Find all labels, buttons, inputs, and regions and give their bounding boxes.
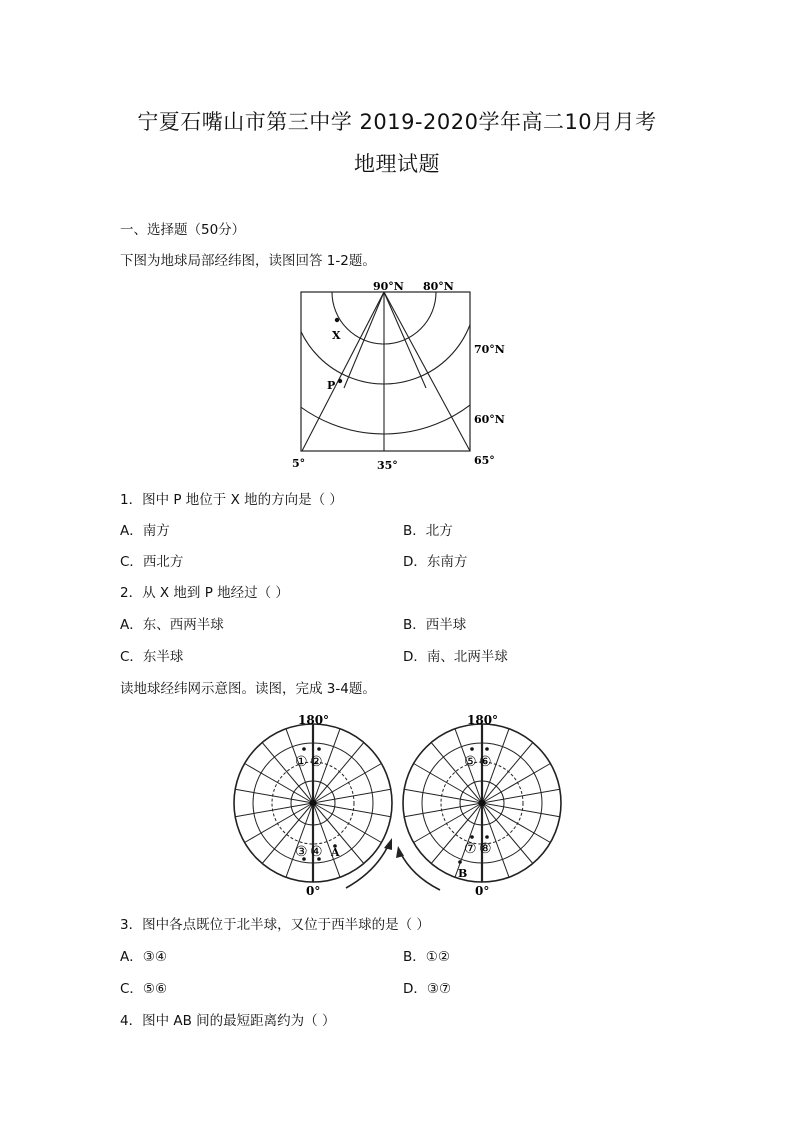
- lat-80-label: 80°N: [423, 280, 454, 293]
- point-b-label: B: [458, 867, 468, 880]
- lon-35-label: 35°: [377, 459, 398, 472]
- q3-option-d: D．③⑦: [403, 981, 452, 997]
- q2-stem: 2．从 X 地到 P 地经过（ ）: [120, 585, 289, 601]
- marker-4: ④: [310, 844, 323, 860]
- q1-stem: 1．图中 P 地位于 X 地的方向是（ ）: [120, 492, 343, 508]
- left-bottom-0-label: 0°: [306, 884, 321, 898]
- q2-option-a: A．东、西两半球: [120, 617, 224, 633]
- point-x-label: X: [332, 329, 341, 342]
- right-polar-map: [403, 724, 561, 882]
- marker-6: ⑥: [479, 754, 492, 770]
- marker-5: ⑤: [464, 754, 477, 770]
- rotation-arrow-left: [346, 846, 388, 888]
- polar-graticule-figure: [230, 706, 570, 902]
- point-p-label: P: [327, 379, 336, 392]
- q3-stem: 3．图中各点既位于北半球，又位于西半球的是（ ）: [120, 917, 430, 933]
- q2-option-b: B．西半球: [403, 617, 467, 633]
- marker-3: ③: [295, 844, 308, 860]
- intro-q1-2: 下图为地球局部经纬图，读图回答 1-2题。: [120, 253, 376, 269]
- lat-60-label: 60°N: [474, 413, 505, 426]
- exam-title: 宁夏石嘴山市第三中学 2019-2020学年高二10月月考: [137, 110, 657, 134]
- q3-option-c: C．⑤⑥: [120, 981, 168, 997]
- lat-90-label: 90°N: [373, 280, 404, 293]
- q2-option-c: C．东半球: [120, 649, 184, 665]
- q1-option-d: D．东南方: [403, 554, 468, 570]
- q1-option-b: B．北方: [403, 523, 453, 539]
- lon-65-label: 65°: [474, 454, 495, 467]
- marker-8: ⑧: [479, 841, 492, 857]
- q3-option-b: B．①②: [403, 949, 450, 965]
- exam-subtitle: 地理试题: [354, 152, 440, 176]
- q3-option-a: A．③④: [120, 949, 167, 965]
- q4-stem: 4．图中 AB 间的最短距离约为（ ）: [120, 1013, 336, 1029]
- section-heading: 一、选择题（50分）: [120, 222, 246, 238]
- marker-2: ②: [310, 754, 323, 770]
- marker-7: ⑦: [464, 841, 477, 857]
- intro-q3-4: 读地球经纬网示意图。读图，完成 3-4题。: [120, 681, 376, 697]
- point-x-marker: [335, 318, 339, 322]
- q1-option-c: C．西北方: [120, 554, 184, 570]
- q1-option-a: A．南方: [120, 523, 170, 539]
- point-a-label: A: [331, 846, 340, 859]
- right-top-180-label: 180°: [467, 713, 499, 727]
- marker-1: ①: [295, 754, 308, 770]
- rotation-arrow-right: [400, 852, 440, 890]
- left-top-180-label: 180°: [298, 713, 330, 727]
- q2-option-d: D．南、北两半球: [403, 649, 508, 665]
- lon-5-label: 5°: [292, 457, 306, 470]
- graticule-figure: [288, 276, 518, 474]
- point-p-marker: [338, 379, 342, 383]
- lat-70-label: 70°N: [474, 343, 505, 356]
- right-bottom-0-label: 0°: [475, 884, 490, 898]
